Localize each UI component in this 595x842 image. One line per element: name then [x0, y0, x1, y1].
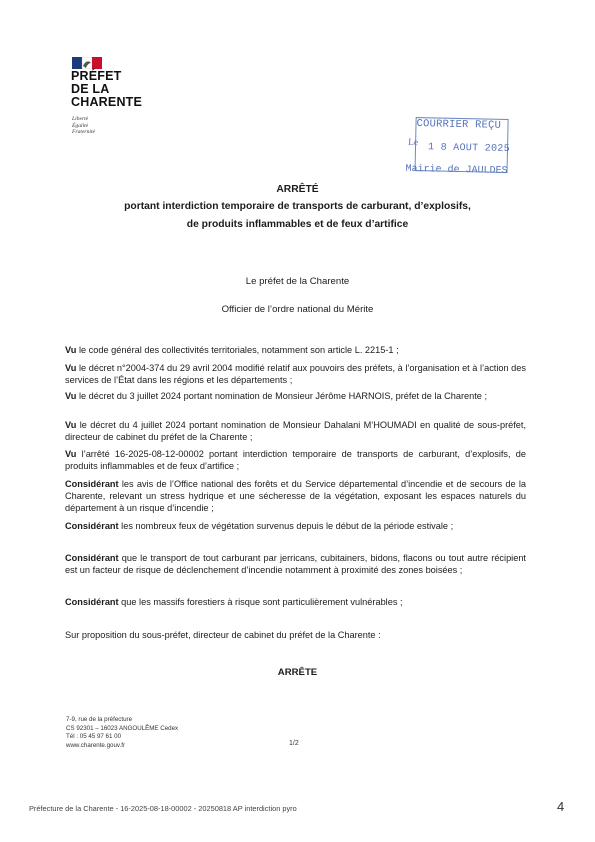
prefecture-address: [66, 716, 178, 750]
visa-text: le décret du 4 juillet 2024 portant nomination de Monsieur Dahalani M’HOUMADI en qualité de sous-préfet, directeur de cabinet du préfet de la Charente ;: [65, 420, 526, 442]
visa-lead: Vu: [65, 420, 77, 430]
visa-paragraph: [65, 448, 526, 472]
considerant-paragraph: [65, 520, 526, 532]
visa-lead: Vu: [65, 449, 77, 459]
visa-text: le décret du 3 juillet 2024 portant nomination de Monsieur Jérôme HARNOIS, préfet de la Charente ;: [76, 391, 488, 401]
considerant-paragraph: [65, 478, 526, 514]
officier-line: Officier de l’ordre national du Mérite: [221, 304, 374, 315]
visa-text: le décret n°2004-374 du 29 avril 2004 modifié relatif aux pouvoirs des préfets, à l’organisation et à l’action des services de l’État dans les régions et les départements ;: [65, 363, 526, 385]
visa-text: l’arrêté 16-2025-08-12-00002 portant interdiction temporaire de transports de carburant, d’explosifs, de produits inflammables et de feux d’artifice ;: [65, 449, 526, 471]
stamp-title: COURRIER REÇU: [416, 118, 502, 132]
document-title: ARRÊTÉ: [276, 184, 319, 195]
considerant-lead: Considérant: [65, 521, 119, 531]
address-street: 7-9, rue de la préfecture: [66, 716, 133, 723]
address-phone: Tél : 05 45 97 61 00: [66, 733, 122, 741]
prefet-logo-title: [71, 70, 142, 109]
considerant-lead: Considérant: [65, 597, 119, 607]
title-subject-line-2: de produits inflammables et de feux d’artifice: [186, 219, 409, 230]
visa-lead: Vu: [65, 363, 77, 373]
prefet-line: Le préfet de la Charente: [245, 276, 350, 287]
visa-lead: Vu: [65, 345, 77, 355]
visa-lead: Vu: [65, 391, 77, 401]
republic-motto: [72, 116, 95, 136]
considerant-text: que les massifs forestiers à risque sont particulièrement vulnérables ;: [118, 597, 403, 607]
arrete-heading: ARRÊTE: [277, 667, 318, 678]
motto-egalite: Égalité: [72, 122, 89, 129]
considerant-text: que le transport de tout carburant par jerricans, cubitainers, bidons, flacons ou tout autre récipient est un facteur de risque de déclenchement d’incendie notamment à proximité des zones boisées ;: [65, 553, 526, 575]
considerant-lead: Considérant: [65, 553, 119, 563]
logo-line-1: PRÉFET: [71, 69, 122, 83]
proposition-line: Sur proposition du sous-préfet, directeur de cabinet du préfet de la Charente :: [65, 630, 381, 640]
visa-paragraph: [65, 344, 526, 356]
page-number: 4: [557, 799, 565, 814]
considerant-lead: Considérant: [65, 479, 119, 489]
considerant-paragraph: [65, 552, 526, 576]
visa-paragraph: [65, 419, 526, 443]
considerant-text: les nombreux feux de végétation survenus depuis le début de la période estivale ;: [118, 521, 454, 531]
logo-line-3: CHARENTE: [71, 95, 143, 109]
stamp-date: 1 8 AOUT 2025: [427, 142, 511, 156]
visa-paragraph: [65, 390, 526, 402]
address-website: www.charente.gouv.fr: [66, 741, 126, 749]
considerant-text: les avis de l’Office national des forêts et du Service départemental d’incendie et de secours de la Charente, relevant un stress hydrique et une sécheresse de la végétation, exposant les espaces naturels du département à un risque d’incendie ;: [65, 479, 526, 513]
marianne-flag-logo: [72, 57, 102, 69]
visa-text: le code général des collectivités territoriales, notamment son article L. 2215-1 ;: [76, 345, 399, 355]
page-indicator: 1/2: [289, 740, 299, 747]
considerant-paragraph: [65, 596, 526, 608]
title-subject-line-1: portant interdiction temporaire de transports de carburant, d’explosifs,: [124, 201, 471, 212]
logo-line-2: DE LA: [71, 82, 110, 96]
motto-liberte: Liberté: [72, 116, 89, 122]
received-stamp: [401, 113, 520, 185]
motto-fraternite: Fraternité: [72, 129, 95, 136]
document-reference: Préfecture de la Charente - 16-2025-08-18-00002 - 20250818 AP interdiction pyro: [29, 804, 297, 813]
stamp-mairie: Mairie de JAULDES: [405, 163, 508, 177]
visa-paragraph: [65, 362, 526, 386]
stamp-le: Le: [408, 137, 419, 149]
address-city: CS 92301 – 16023 ANGOULÊME Cedex: [66, 724, 179, 732]
